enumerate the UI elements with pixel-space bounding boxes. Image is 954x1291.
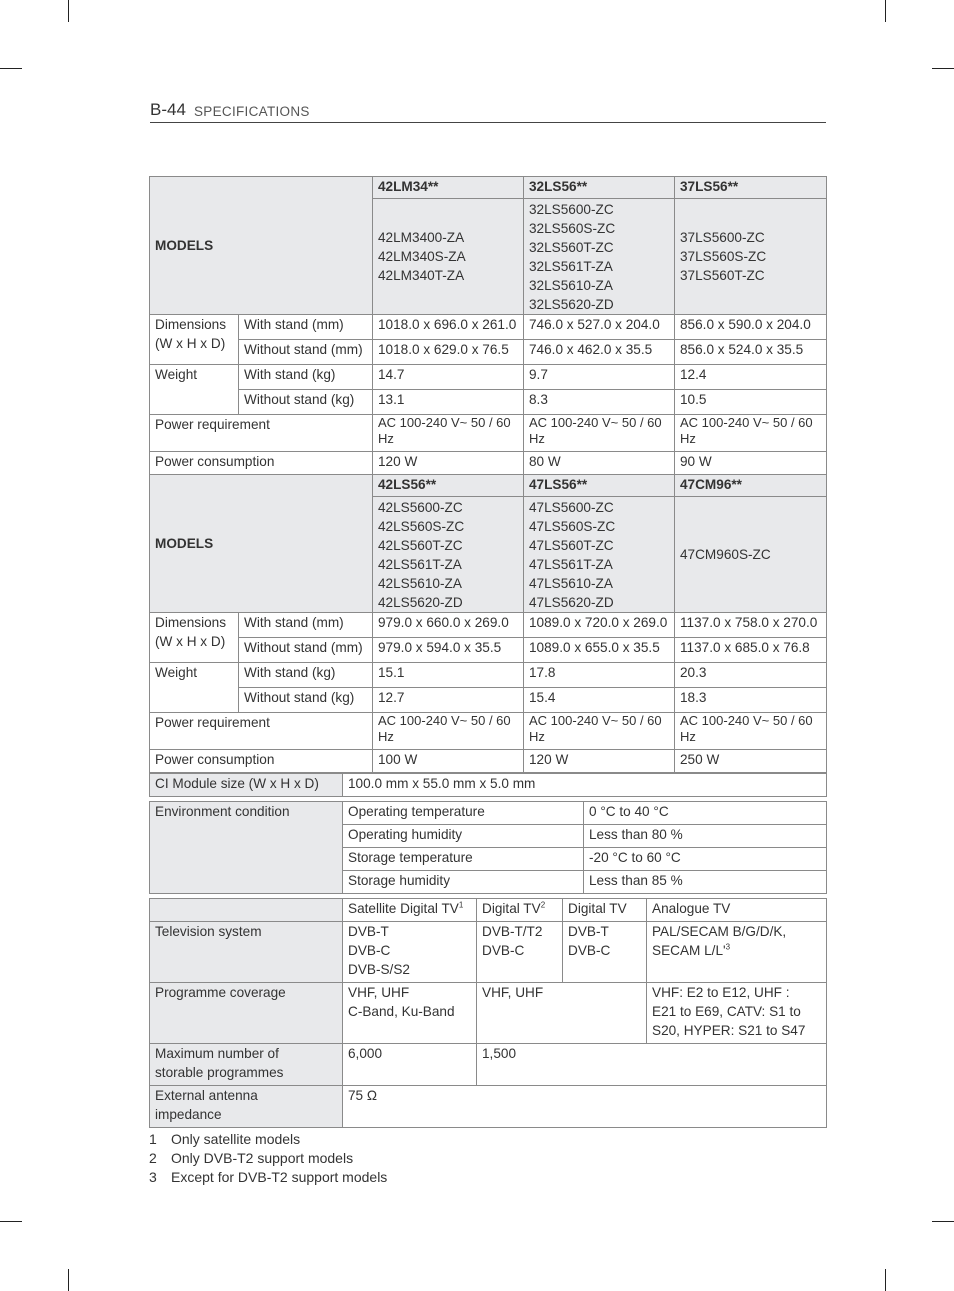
power-requirement: AC 100-240 V~ 50 / 60 Hz <box>524 713 675 750</box>
power-requirement-label: Power requirement <box>150 415 373 452</box>
crop-mark <box>885 0 886 22</box>
coverage-analogue: VHF: E2 to E12, UHF : E21 to E69, CATV: S1 to S20, HYPER: S21 to S47 <box>647 983 827 1044</box>
antenna-value: 75 Ω <box>343 1086 827 1128</box>
power-consumption: 100 W <box>373 750 524 773</box>
weight-without-stand: 10.5 <box>675 390 827 415</box>
power-requirement: AC 100-240 V~ 50 / 60 Hz <box>675 415 827 452</box>
power-consumption-label: Power consumption <box>150 452 373 475</box>
env-row-value: Less than 85 % <box>584 871 827 894</box>
dimensions-label: Dimensions (W x H x D) <box>150 315 239 365</box>
footnote: 1 Only satellite models <box>149 1131 301 1147</box>
tv-header-digital: Digital TV <box>563 899 647 922</box>
without-stand-kg-label: Without stand (kg) <box>239 688 373 713</box>
dimension-without-stand: 1018.0 x 629.0 x 76.5 <box>373 340 524 365</box>
dimension-with-stand: 1018.0 x 696.0 x 261.0 <box>373 315 524 340</box>
model-name: 47LS56** <box>524 475 675 497</box>
weight-with-stand: 15.1 <box>373 663 524 688</box>
coverage-satellite: VHF, UHF C-Band, Ku-Band <box>343 983 477 1044</box>
env-row-value: 0 °C to 40 °C <box>584 802 827 825</box>
weight-with-stand: 9.7 <box>524 365 675 390</box>
power-consumption: 250 W <box>675 750 827 773</box>
model-name: 32LS56** <box>524 177 675 199</box>
model-variants: 42LS5600-ZC 42LS560S-ZC 42LS560T-ZC 42LS561T-ZA 42LS5610-ZA 42LS5620-ZD <box>373 497 524 613</box>
dimension-without-stand: 979.0 x 594.0 x 35.5 <box>373 638 524 663</box>
weight-without-stand: 18.3 <box>675 688 827 713</box>
model-variants: 47LS5600-ZC 47LS560S-ZC 47LS560T-ZC 47LS561T-ZA 47LS5610-ZA 47LS5620-ZD <box>524 497 675 613</box>
without-stand-mm-label: Without stand (mm) <box>239 638 373 663</box>
weight-with-stand: 20.3 <box>675 663 827 688</box>
model-variants: 47CM960S-ZC <box>675 497 827 613</box>
crop-mark <box>0 1221 22 1222</box>
power-requirement-label: Power requirement <box>150 713 373 750</box>
tv-system-digital: DVB-T DVB-C <box>563 922 647 983</box>
power-requirement: AC 100-240 V~ 50 / 60 Hz <box>675 713 827 750</box>
max-programmes-other: 1,500 <box>477 1044 827 1086</box>
ci-module-label: CI Module size (W x H x D) <box>150 774 343 797</box>
dimension-with-stand: 856.0 x 590.0 x 204.0 <box>675 315 827 340</box>
with-stand-mm-label: With stand (mm) <box>239 315 373 340</box>
dimension-with-stand: 1089.0 x 720.0 x 269.0 <box>524 613 675 638</box>
section-title: SPECIFICATIONS <box>194 104 310 119</box>
weight-without-stand: 8.3 <box>524 390 675 415</box>
spec-table <box>149 176 827 773</box>
without-stand-mm-label: Without stand (mm) <box>239 340 373 365</box>
env-row-name: Storage temperature <box>343 848 584 871</box>
power-consumption: 120 W <box>524 750 675 773</box>
ci-module-value: 100.0 mm x 55.0 mm x 5.0 mm <box>343 774 827 797</box>
weight-label: Weight <box>150 663 239 713</box>
dimension-without-stand: 1137.0 x 685.0 x 76.8 <box>675 638 827 663</box>
power-consumption: 80 W <box>524 452 675 475</box>
crop-mark <box>932 68 954 69</box>
weight-label: Weight <box>150 365 239 415</box>
environment-table <box>149 801 827 894</box>
env-row-name: Operating humidity <box>343 825 584 848</box>
weight-without-stand: 12.7 <box>373 688 524 713</box>
antenna-label: External antenna impedance <box>150 1086 343 1128</box>
model-name: 42LM34** <box>373 177 524 199</box>
dimension-with-stand: 1137.0 x 758.0 x 270.0 <box>675 613 827 638</box>
tv-system-analogue: PAL/SECAM B/G/D/K, SECAM $L/L'^3$ <box>647 922 827 983</box>
dimension-without-stand: 746.0 x 462.0 x 35.5 <box>524 340 675 365</box>
without-stand-kg-label: Without stand (kg) <box>239 390 373 415</box>
env-row-name: Operating temperature <box>343 802 584 825</box>
television-table <box>149 898 827 1128</box>
crop-mark <box>885 1269 886 1291</box>
footnote: 2 Only DVB-T2 support models <box>149 1150 354 1166</box>
with-stand-kg-label: With stand (kg) <box>239 663 373 688</box>
dimensions-label: Dimensions (W x H x D) <box>150 613 239 663</box>
page-number: B-44 <box>150 100 186 119</box>
crop-mark <box>68 1269 69 1291</box>
tv-system-satellite: DVB-T DVB-C DVB-S/S2 <box>343 922 477 983</box>
weight-with-stand: 14.7 <box>373 365 524 390</box>
crop-mark <box>0 68 22 69</box>
footnotes <box>149 1130 387 1187</box>
model-variants: 37LS5600-ZC 37LS560S-ZC 37LS560T-ZC <box>675 199 827 315</box>
model-variants: 42LM3400-ZA 42LM340S-ZA 42LM340T-ZA <box>373 199 524 315</box>
dimension-without-stand: 1089.0 x 655.0 x 35.5 <box>524 638 675 663</box>
weight-without-stand: 13.1 <box>373 390 524 415</box>
page-header <box>150 100 826 123</box>
tv-system-label: Television system <box>150 922 343 983</box>
environment-label: Environment condition <box>150 802 343 894</box>
spec-table-body <box>150 177 827 773</box>
crop-mark <box>68 0 69 22</box>
power-consumption: 120 W <box>373 452 524 475</box>
env-row-value: Less than 80 % <box>584 825 827 848</box>
coverage-label: Programme coverage <box>150 983 343 1044</box>
weight-without-stand: 15.4 <box>524 688 675 713</box>
coverage-digital: VHF, UHF <box>477 983 647 1044</box>
crop-mark <box>932 1221 954 1222</box>
env-row-name: Storage humidity <box>343 871 584 894</box>
models-label: MODELS <box>150 475 373 613</box>
with-stand-mm-label: With stand (mm) <box>239 613 373 638</box>
tv-header-digital-t2: Digital $TV^2$ <box>477 899 563 922</box>
models-label: MODELS <box>150 177 373 315</box>
power-consumption: 90 W <box>675 452 827 475</box>
footnote: 3 Except for DVB-T2 support models <box>149 1169 388 1185</box>
max-programmes-satellite: 6,000 <box>343 1044 477 1086</box>
model-name: 47CM96** <box>675 475 827 497</box>
weight-with-stand: 12.4 <box>675 365 827 390</box>
tv-header-empty <box>150 899 343 922</box>
max-programmes-label: Maximum number of storable programmes <box>150 1044 343 1086</box>
dimension-with-stand: 979.0 x 660.0 x 269.0 <box>373 613 524 638</box>
weight-with-stand: 17.8 <box>524 663 675 688</box>
dimension-without-stand: 856.0 x 524.0 x 35.5 <box>675 340 827 365</box>
tv-header-satellite: Satellite Digital $TV^1$ <box>343 899 477 922</box>
model-name: 37LS56** <box>675 177 827 199</box>
env-row-value: -20 °C to 60 °C <box>584 848 827 871</box>
ci-module-table <box>149 773 827 797</box>
power-requirement: AC 100-240 V~ 50 / 60 Hz <box>524 415 675 452</box>
tv-system-digital-t2: DVB-T/T2 DVB-C <box>477 922 563 983</box>
power-requirement: AC 100-240 V~ 50 / 60 Hz <box>373 713 524 750</box>
model-variants: 32LS5600-ZC 32LS560S-ZC 32LS560T-ZC 32LS561T-ZA 32LS5610-ZA 32LS5620-ZD <box>524 199 675 315</box>
power-consumption-label: Power consumption <box>150 750 373 773</box>
tv-header-analogue: Analogue TV <box>647 899 827 922</box>
power-requirement: AC 100-240 V~ 50 / 60 Hz <box>373 415 524 452</box>
with-stand-kg-label: With stand (kg) <box>239 365 373 390</box>
dimension-with-stand: 746.0 x 527.0 x 204.0 <box>524 315 675 340</box>
model-name: 42LS56** <box>373 475 524 497</box>
